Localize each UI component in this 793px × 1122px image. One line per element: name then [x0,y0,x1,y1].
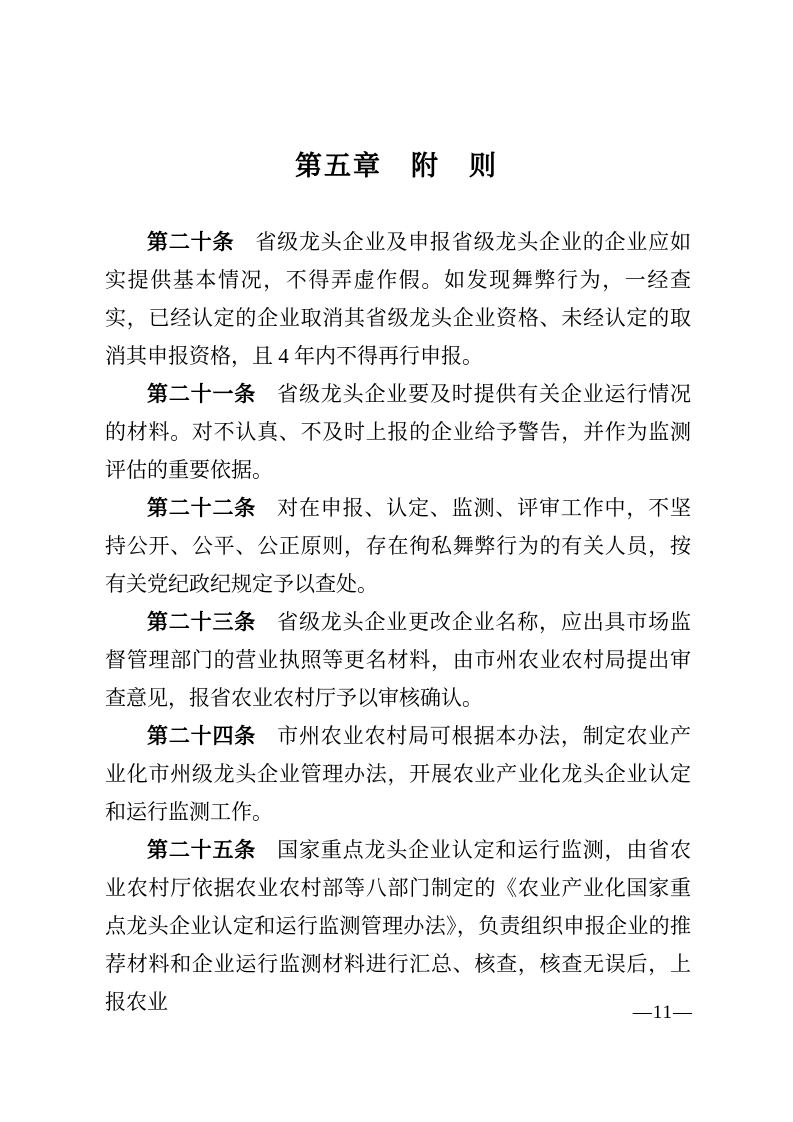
article-24 [105,717,691,831]
article-21 [105,375,691,489]
article-23-number: 第二十三条 [147,610,257,634]
article-25-text: 国家重点龙头企业认定和运行监测，由省农业农村厅依据农业农村部等八部门制定的《农业产业化国家重点龙头企业认定和运行监测管理办法》，负责组织申报企业的推荐材料和企业运行监测材料进行汇总、核查，核查无误后，上报农业 [105,838,692,1014]
article-22-number: 第二十二条 [147,496,257,520]
article-23 [105,603,691,717]
article-20 [105,223,691,375]
article-24-number: 第二十四条 [147,724,257,748]
chapter-title: 第五章 附 则 [295,151,498,181]
article-25-number: 第二十五条 [147,838,257,862]
article-21-text: 省级龙头企业要及时提供有关企业运行情况的材料。对不认真、不及时上报的企业给予警告，并作为监测评估的重要依据。 [105,382,692,482]
article-22 [105,489,691,603]
article-20-text: 省级龙头企业及申报省级龙头企业的企业应如实提供基本情况，不得弄虚作假。如发现舞弊行为，一经查实，已经认定的企业取消其省级龙头企业资格、未经认定的取消其申报资格，且 4 年内不得再行申报。 [105,230,692,368]
article-24-text: 市州农业农村局可根据本办法，制定农业产业化市州级龙头企业管理办法，开展农业产业化龙头企业认定和运行监测工作。 [105,724,692,824]
article-20-number: 第二十条 [147,230,235,254]
page-number: —11— [632,1002,693,1023]
article-23-text: 省级龙头企业更改企业名称，应出具市场监督管理部门的营业执照等更名材料，由市州农业农村局提出审查意见，报省农业农村厅予以审核确认。 [105,610,692,710]
document-body [105,223,691,1021]
article-25 [105,831,691,1021]
article-22-text: 对在申报、认定、监测、评审工作中，不坚持公开、公平、公正原则，存在徇私舞弊行为的有关人员，按有关党纪政纪规定予以查处。 [105,496,692,596]
article-21-number: 第二十一条 [147,382,257,406]
